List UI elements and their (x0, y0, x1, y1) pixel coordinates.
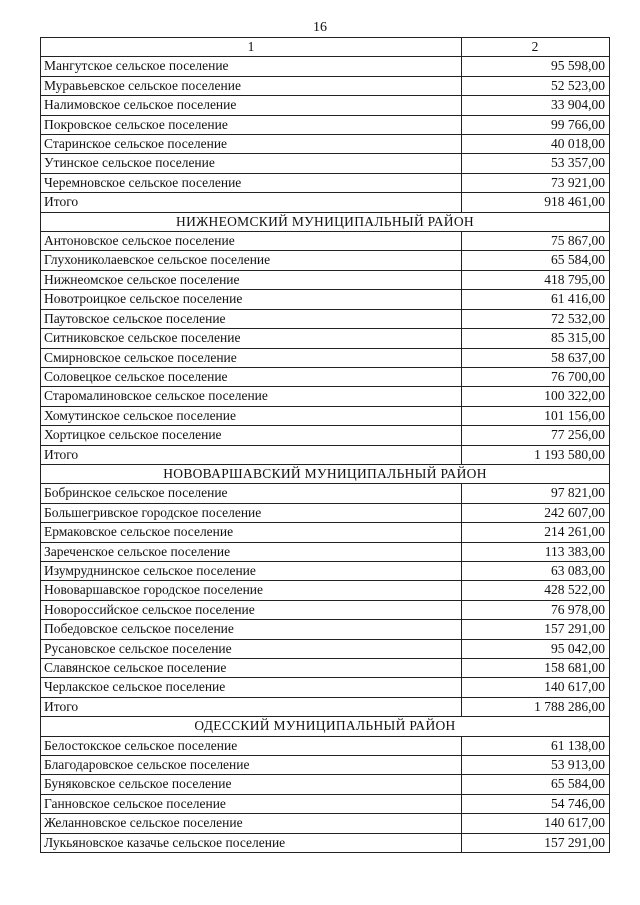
settlement-amount: 65 584,00 (462, 775, 610, 794)
table-row (41, 76, 610, 95)
table-row (41, 387, 610, 406)
settlement-amount: 99 766,00 (462, 115, 610, 134)
settlement-name: Хортицкое сельское поселение (41, 426, 462, 445)
settlement-name: Налимовское сельское поселение (41, 96, 462, 115)
total-row (41, 445, 610, 464)
table-row (41, 348, 610, 367)
table-row (41, 290, 610, 309)
settlement-amount: 95 598,00 (462, 57, 610, 76)
settlement-name: Хомутинское сельское поселение (41, 406, 462, 425)
table-row (41, 756, 610, 775)
table-row (41, 173, 610, 192)
settlement-amount: 428 522,00 (462, 581, 610, 600)
table-row (41, 639, 610, 658)
page-number: 16 (313, 20, 327, 35)
table-row (41, 794, 610, 813)
settlement-amount: 63 083,00 (462, 561, 610, 580)
settlement-name: Старинское сельское поселение (41, 135, 462, 154)
settlement-name: Буняковское сельское поселение (41, 775, 462, 794)
settlement-name: Утинское сельское поселение (41, 154, 462, 173)
table-row (41, 503, 610, 522)
settlement-name: Смирновское сельское поселение (41, 348, 462, 367)
settlement-amount: 72 532,00 (462, 309, 610, 328)
settlement-amount: 77 256,00 (462, 426, 610, 445)
settlement-name: Паутовское сельское поселение (41, 309, 462, 328)
settlement-name: Антоновское сельское поселение (41, 232, 462, 251)
table-row (41, 135, 610, 154)
table-row (41, 542, 610, 561)
total-amount: 1 788 286,00 (462, 697, 610, 716)
table-row (41, 251, 610, 270)
total-amount: 918 461,00 (462, 193, 610, 212)
settlement-amount: 54 746,00 (462, 794, 610, 813)
table-row (41, 814, 610, 833)
settlement-name: Новороссийское сельское поселение (41, 600, 462, 619)
settlement-amount: 58 637,00 (462, 348, 610, 367)
settlement-name: Покровское сельское поселение (41, 115, 462, 134)
settlement-name: Русановское сельское поселение (41, 639, 462, 658)
settlement-amount: 100 322,00 (462, 387, 610, 406)
table-row (41, 57, 610, 76)
settlement-amount: 140 617,00 (462, 814, 610, 833)
total-label: Итого (41, 697, 462, 716)
settlement-name: Черлакское сельское поселение (41, 678, 462, 697)
table-row (41, 561, 610, 580)
settlement-amount: 418 795,00 (462, 270, 610, 289)
table-row (41, 96, 610, 115)
settlement-name: Ситниковское сельское поселение (41, 329, 462, 348)
district-heading-row (41, 717, 610, 736)
settlement-name: Изумруднинское сельское поселение (41, 561, 462, 580)
settlement-name: Муравьевское сельское поселение (41, 76, 462, 95)
settlement-name: Ермаковское сельское поселение (41, 523, 462, 542)
settlement-amount: 76 978,00 (462, 600, 610, 619)
table-row (41, 775, 610, 794)
settlement-amount: 157 291,00 (462, 620, 610, 639)
table-row (41, 426, 610, 445)
settlement-name: Соловецкое сельское поселение (41, 367, 462, 386)
table-header-row (41, 38, 610, 57)
settlement-name: Новотроицкое сельское поселение (41, 290, 462, 309)
settlement-amount: 53 913,00 (462, 756, 610, 775)
settlement-name: Лукьяновское казачье сельское поселение (41, 833, 462, 852)
settlement-amount: 76 700,00 (462, 367, 610, 386)
district-heading: ОДЕССКИЙ МУНИЦИПАЛЬНЫЙ РАЙОН (41, 717, 610, 736)
table-row (41, 309, 610, 328)
settlement-name: Белостокское сельское поселение (41, 736, 462, 755)
table-row (41, 600, 610, 619)
settlement-amount: 97 821,00 (462, 484, 610, 503)
table-row (41, 833, 610, 852)
column-header-2: 2 (462, 38, 610, 57)
settlement-amount: 113 383,00 (462, 542, 610, 561)
settlement-name: Мангутское сельское поселение (41, 57, 462, 76)
table-row (41, 329, 610, 348)
settlement-name: Старомалиновское сельское поселение (41, 387, 462, 406)
table-row (41, 620, 610, 639)
settlement-amount: 158 681,00 (462, 659, 610, 678)
total-label: Итого (41, 193, 462, 212)
settlement-name: Нижнеомское сельское поселение (41, 270, 462, 289)
table-row (41, 115, 610, 134)
district-heading-row (41, 464, 610, 483)
settlement-name: Нововаршавское городское поселение (41, 581, 462, 600)
settlement-name: Ганновское сельское поселение (41, 794, 462, 813)
table-body (41, 38, 610, 853)
settlement-amount: 40 018,00 (462, 135, 610, 154)
district-heading-row (41, 212, 610, 231)
column-header-1: 1 (41, 38, 462, 57)
settlement-amount: 73 921,00 (462, 173, 610, 192)
table-row (41, 406, 610, 425)
district-heading: НИЖНЕОМСКИЙ МУНИЦИПАЛЬНЫЙ РАЙОН (41, 212, 610, 231)
table-row (41, 659, 610, 678)
settlement-name: Благодаровское сельское поселение (41, 756, 462, 775)
settlement-amount: 214 261,00 (462, 523, 610, 542)
total-row (41, 193, 610, 212)
settlement-amount: 53 357,00 (462, 154, 610, 173)
settlement-amount: 85 315,00 (462, 329, 610, 348)
settlement-name: Большегривское городское поселение (41, 503, 462, 522)
table-row (41, 581, 610, 600)
settlement-amount: 101 156,00 (462, 406, 610, 425)
settlement-amount: 242 607,00 (462, 503, 610, 522)
settlement-amount: 75 867,00 (462, 232, 610, 251)
total-label: Итого (41, 445, 462, 464)
table-row (41, 367, 610, 386)
table-row (41, 736, 610, 755)
table-row (41, 678, 610, 697)
settlement-name: Победовское сельское поселение (41, 620, 462, 639)
settlement-amount: 140 617,00 (462, 678, 610, 697)
settlement-name: Глухониколаевское сельское поселение (41, 251, 462, 270)
total-amount: 1 193 580,00 (462, 445, 610, 464)
settlement-name: Черемновское сельское поселение (41, 173, 462, 192)
settlements-table (40, 37, 610, 853)
table-row (41, 232, 610, 251)
district-heading: НОВОВАРШАВСКИЙ МУНИЦИПАЛЬНЫЙ РАЙОН (41, 464, 610, 483)
settlement-amount: 65 584,00 (462, 251, 610, 270)
table-row (41, 523, 610, 542)
settlement-amount: 61 416,00 (462, 290, 610, 309)
settlement-name: Желанновское сельское поселение (41, 814, 462, 833)
settlement-amount: 52 523,00 (462, 76, 610, 95)
settlement-name: Славянское сельское поселение (41, 659, 462, 678)
settlement-name: Бобринское сельское поселение (41, 484, 462, 503)
settlement-amount: 61 138,00 (462, 736, 610, 755)
table-row (41, 484, 610, 503)
table-row (41, 270, 610, 289)
settlement-amount: 33 904,00 (462, 96, 610, 115)
settlement-amount: 157 291,00 (462, 833, 610, 852)
settlement-name: Зареченское сельское поселение (41, 542, 462, 561)
table-row (41, 154, 610, 173)
total-row (41, 697, 610, 716)
settlement-amount: 95 042,00 (462, 639, 610, 658)
